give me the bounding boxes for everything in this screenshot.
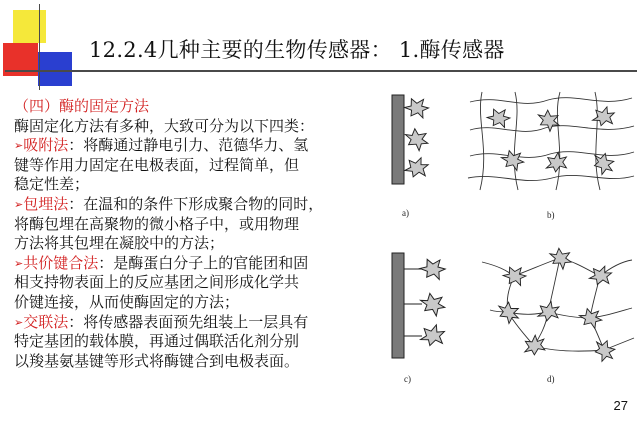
- method-desc-line: 稳定性差；: [14, 175, 90, 194]
- method-name: 交联法: [23, 312, 69, 331]
- figure-label-d: d): [547, 374, 555, 384]
- enzyme-icon: [418, 292, 448, 318]
- method-desc-line: 特定基团的载体膜，再通过偶联活化剂分别: [14, 332, 300, 351]
- method-desc-line: 键等作用力固定在电极表面，过程简单，但: [14, 155, 300, 174]
- bullet-arrow-icon: ➢: [14, 315, 24, 329]
- enzyme-icon: [587, 264, 614, 288]
- panel-d-crosslink-diagram: [482, 258, 634, 351]
- enzyme-icon: [405, 99, 429, 118]
- method-desc-line: 以羧基氨基键等形式将酶键合到电极表面。: [14, 351, 300, 370]
- enzyme-icon: [534, 299, 562, 325]
- method-desc-line: 将传感器表面预先组装上一层具有: [83, 312, 309, 331]
- panel-a-adsorption-diagram: [392, 95, 431, 184]
- method-desc-line: 价键连接，从而使酶固定的方法；: [14, 292, 240, 311]
- method-name: 吸附法: [23, 136, 69, 155]
- bullet-arrow-icon: ➢: [14, 197, 24, 211]
- intro-text: 酶固定化方法有多种，大致可分为以下四类：: [14, 116, 315, 135]
- method-desc-line: 相支持物表面上的反应基团之间形成化学共: [14, 273, 300, 292]
- figure-label-b: b): [547, 210, 555, 220]
- panel-c-covalent-diagram: [392, 253, 448, 358]
- method-name: 共价键合法: [23, 253, 99, 272]
- enzyme-icon: [547, 246, 575, 271]
- panel-b-entrapment-diagram: [468, 92, 634, 190]
- page-number: 27: [613, 398, 628, 413]
- enzyme-icon: [520, 332, 549, 360]
- bullet-arrow-icon: ➢: [14, 139, 24, 153]
- enzyme-icon: [420, 259, 445, 279]
- enzyme-icon: [402, 126, 431, 152]
- method-separator: ：: [68, 194, 84, 213]
- electrode-bar: [392, 95, 404, 184]
- enzyme-icon: [542, 149, 571, 176]
- figure-label-a: a): [402, 208, 409, 218]
- enzyme-icon: [417, 322, 448, 350]
- enzyme-icon: [487, 109, 510, 127]
- method-separator: ：: [98, 253, 114, 272]
- enzyme-icon: [500, 149, 526, 171]
- section-heading: （四）酶的固定方法: [14, 97, 150, 115]
- method-separator: ：: [68, 136, 84, 155]
- bullet-arrow-icon: ➢: [14, 256, 24, 270]
- enzyme-icon: [503, 267, 526, 285]
- enzyme-icon: [590, 105, 618, 130]
- method-desc-line: 是酶蛋白分子上的官能团和固: [113, 253, 309, 272]
- figure-label-c: c): [404, 374, 411, 384]
- slide-title: 12.2.4几种主要的生物传感器： 1.酶传感器: [89, 38, 505, 62]
- method-name: 包埋法: [23, 194, 69, 213]
- electrode-bar: [392, 253, 404, 358]
- enzyme-icon: [403, 156, 431, 181]
- method-separator: ：: [68, 312, 84, 331]
- enzyme-icon: [578, 307, 604, 329]
- method-desc-line: 在温和的条件下形成聚合物的同时，: [83, 194, 324, 213]
- method-desc-line: 将酶包埋在高聚物的微小格子中，或用物理: [14, 214, 300, 233]
- enzyme-icon: [494, 299, 523, 326]
- method-desc-line: 将酶通过静电引力、范德华力、氢: [83, 136, 309, 155]
- method-desc-line: 方法将其包埋在凝胶中的方法；: [14, 234, 225, 253]
